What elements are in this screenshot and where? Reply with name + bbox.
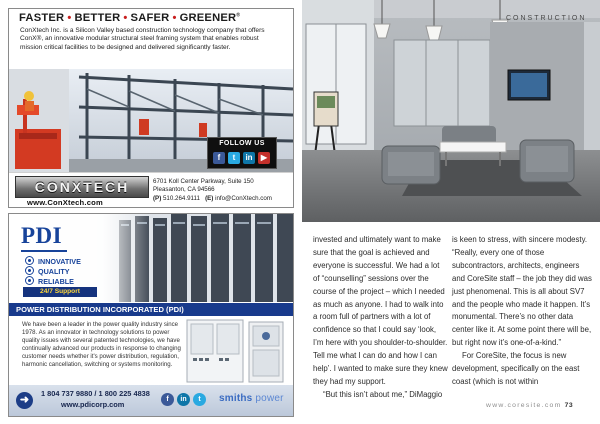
tagline-word: SAFER: [130, 12, 170, 24]
page-folio: [486, 402, 573, 409]
conxtech-footer: [9, 172, 293, 208]
conxtech-blurb: ConXtech Inc. is a Silicon Valley based construction technology company that offers ConX®, an innovative modular structural steel framing system that enables robust mission critical facilities to be designed and delivered significantly faster.: [20, 27, 265, 51]
pdi-bullet: [25, 266, 70, 276]
article-column-1: [313, 234, 448, 402]
power-cabinets-image: [185, 318, 287, 384]
article-column-2: [452, 234, 592, 389]
pdi-bullet: [25, 256, 81, 266]
arrow-right-icon[interactable]: ➜: [16, 392, 33, 409]
email-link[interactable]: info@ConXtech.com: [215, 194, 272, 202]
server-racks-photo: [9, 214, 293, 302]
conxtech-tagline: [19, 12, 240, 24]
office-lobby-photo: [302, 0, 600, 222]
pdi-phone: 1 804 737 9880 / 1 800 225 4838: [41, 389, 150, 398]
bullet-text: QUALITY: [38, 267, 70, 276]
smiths-word: smiths: [219, 393, 253, 404]
pdi-website-link[interactable]: www.pdicorp.com: [61, 400, 125, 409]
tagline-word: BETTER: [74, 12, 121, 24]
bullet-text: RELIABLE: [38, 277, 74, 286]
follow-us-box: [207, 137, 277, 169]
bullet-icon: [25, 256, 34, 265]
pdi-contact-bar: [9, 385, 293, 416]
pdi-ad: [8, 213, 294, 417]
conxtech-logo-text: CONXTECH: [34, 179, 130, 195]
pdi-banner: POWER DISTRIBUTION INCORPORATED (PDI): [9, 303, 293, 316]
twitter-icon[interactable]: t: [193, 393, 206, 406]
address-line: 6701 Koll Center Parkway, Suite 150: [153, 178, 254, 185]
bullet-icon: [25, 276, 34, 285]
phone-number: 510.264.9111: [162, 194, 200, 202]
facebook-icon[interactable]: f: [213, 152, 225, 164]
tagline-word: GREENER: [179, 12, 237, 24]
pdi-logo: PDI: [21, 223, 63, 248]
conxtech-website-link[interactable]: www.ConXtech.com: [27, 198, 103, 207]
support-badge: 24/7 Support: [23, 287, 97, 297]
tagline-word: FASTER: [19, 12, 65, 24]
article-paragraph: For CoreSite, the focus is new development, specifically on the east coast (which is not within: [452, 351, 580, 386]
twitter-icon[interactable]: t: [228, 152, 240, 164]
tagline-separator: •: [172, 12, 177, 24]
article-paragraph: invested and ultimately want to make sure that the goal is achieved and everyone is successful. We had a lot of “counselling” sessions over the course of the project – which I needed as much as anyone. I had to walk into a room full of partners with a lot of confidence so that I could say ‘look, I’m here with you shoulder-to-shoulder. Tell me what I can do and how I can help’. I wanted to make sure they knew they had my support.: [313, 235, 448, 386]
conxtech-header: [9, 9, 293, 69]
conxtech-contact: [153, 178, 272, 203]
section-label: CONSTRUCTION: [506, 15, 587, 22]
pdi-logo-underline: [21, 250, 67, 252]
tagline-separator: •: [123, 12, 128, 24]
phone-label: (P): [153, 194, 162, 202]
linkedin-icon[interactable]: in: [243, 152, 255, 164]
article-paragraph: “But this isn’t about me,” DiMaggio: [323, 389, 443, 399]
pdi-bullet: [25, 276, 74, 286]
article-paragraph: is keen to stress, with sincere modesty. “Really, every one of those subcontractors, architects, engineers and CoreSite staff – the job they did was just phenomenal. This is all about SV7 and the people who made it happen. It’s monumental. There’s no other data center like it. At some point there will be, but right now it’s one-of-a-kind.”: [452, 235, 592, 348]
follow-us-label: FOLLOW US: [219, 140, 265, 147]
folio-website: www.coresite.com: [486, 402, 562, 409]
conxtech-logo: [15, 176, 149, 198]
registered-mark: ®: [236, 12, 241, 19]
conxtech-ad: [8, 8, 294, 208]
contact-line: [153, 195, 272, 203]
page-number: 73: [564, 402, 574, 409]
pdi-description: We have been a leader in the power quality industry since 1978. As an innovator in technology solutions to power quality issues with several patented technologies, we have continually advanced our products in response to changing customer needs whether it's power distribution, regulation, harmonic cancellation, switching or systems monitoring.: [22, 321, 181, 369]
address-line: Pleasanton, CA 94566: [153, 186, 215, 194]
linkedin-icon[interactable]: in: [177, 393, 190, 406]
email-label: (E): [205, 194, 214, 202]
tagline-separator: •: [67, 12, 72, 24]
bullet-text: INNOVATIVE: [38, 257, 81, 266]
bullet-icon: [25, 266, 34, 275]
facebook-icon[interactable]: f: [161, 393, 174, 406]
smiths-power-logo: [219, 393, 284, 404]
power-word: power: [255, 393, 284, 404]
youtube-icon[interactable]: ▶: [258, 152, 270, 164]
